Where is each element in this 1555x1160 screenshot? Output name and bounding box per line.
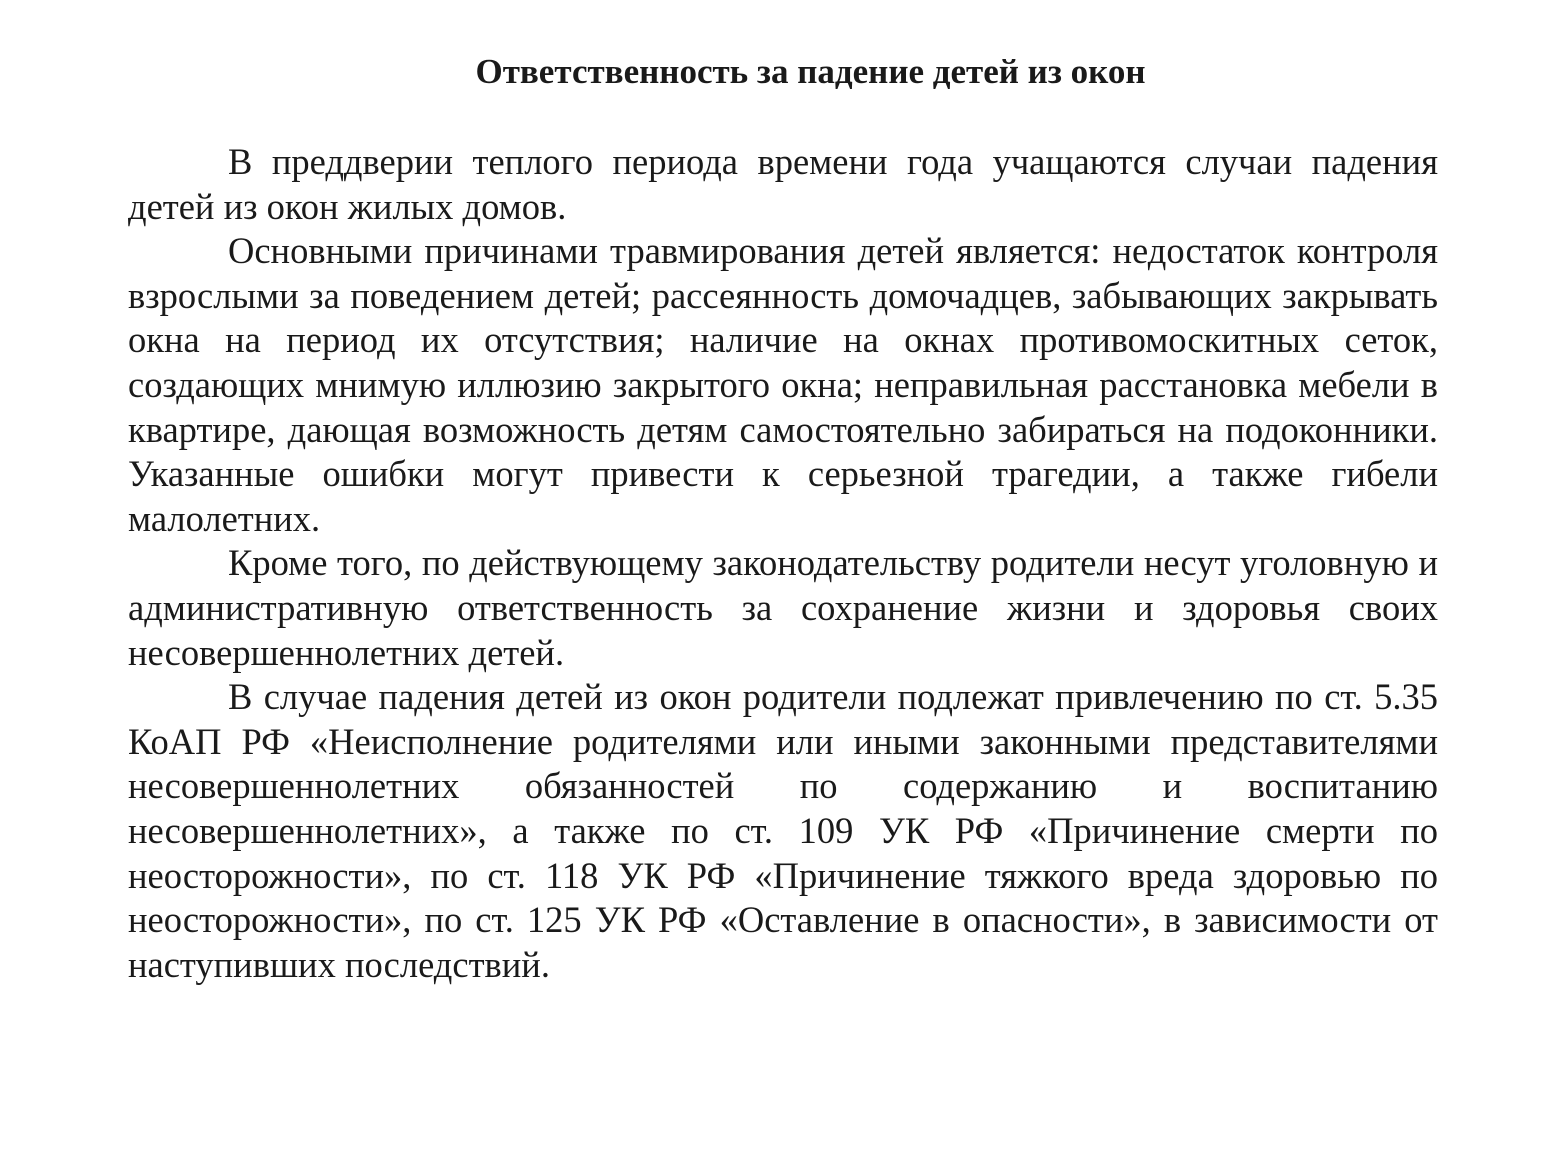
paragraph-intro: В преддверии теплого периода времени года учащаются случаи падения детей из окон жилых домов. bbox=[128, 141, 1438, 227]
paragraph-legal-articles: В случае падения детей из окон родители подлежат привлечению по ст. 5.35 КоАП РФ «Неисполнение родителями или иными законными представителями несовершеннолетних обязанностей по содержанию и воспитанию несовершеннолетних», а также по ст. 109 УК РФ «Причинение смерти по неосторожности», по ст. 118 УК РФ «Причинение тяжкого вреда здоровью по неосторожности», по ст. 125 УК РФ «Оставление в опасности», в зависимости от наступивших последствий. bbox=[128, 676, 1438, 985]
paragraph-liability: Кроме того, по действующему законодательству родители несут уголовную и административную ответственность за сохранение жизни и здоровья своих несовершеннолетних детей. bbox=[128, 542, 1438, 673]
document-title: Ответственность за падение детей из окон bbox=[475, 52, 1146, 91]
document-body bbox=[128, 140, 1438, 987]
paragraph-causes: Основными причинами травмирования детей является: недостаток контроля взрослыми за поведением детей; рассеянность домочадцев, забывающих закрывать окна на период их отсутствия; наличие на окнах противомоскитных сеток, создающих мнимую иллюзию закрытого окна; неправильная расстановка мебели в квартире, дающая возможность детям самостоятельно забираться на подоконники. Указанные ошибки могут привести к серьезной трагедии, а также гибели малолетних. bbox=[128, 230, 1438, 539]
